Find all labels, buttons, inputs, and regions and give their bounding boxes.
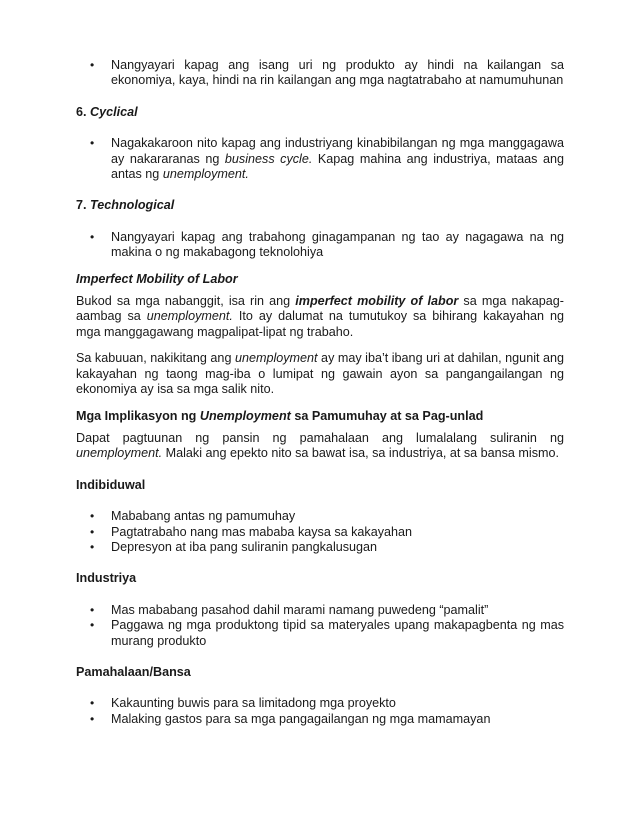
list-item: • Mas mababang pasahod dahil marami namang puwedeng “pamalit” (90, 602, 489, 617)
section-heading-technological: 7. Technological (76, 198, 175, 213)
list-item (76, 58, 564, 89)
bullet-icon: • (90, 136, 95, 151)
bullet-icon: • (90, 711, 95, 726)
list-item: • Pagtatrabaho nang mas mababa kaysa sa kakayahan (90, 524, 413, 539)
imperfect-paragraph-1: Bukod sa mga nabanggit, isa rin ang imperfect mobility of labor sa mga nakapag-aambag sa unemployment. Ito ay dalumat na tumutukoy sa bihirang kakayahan ng mga manggagawang magpalipat-lipat ng trabaho. (76, 294, 564, 339)
section-heading-implikasyon: Mga Implikasyon ng Unemployment sa Pamumuhay at sa Pag-unlad (76, 408, 484, 423)
list-item: • Nagakakaroon nito kapag ang industriyang kinabibilangan ng mga manggagawa ay nakararanas ng business cycle. Kapag mahina ang industriya, mataas ang antas ng unemployment. (90, 136, 564, 182)
list-item: • Malaking gastos para sa mga pangagailangan ng mga mamamayan (90, 711, 491, 726)
imperfect-paragraph-2: Sa kabuuan, nakikitang ang unemployment ay may iba’t ibang uri at dahilan, ngunit ang kakayahan ng taong mag-iba o lumipat ng gawain ayon sa pangangailangan ng ekonomiya ay isa sa mga salik nito. (76, 351, 565, 397)
bullet-icon: • (90, 539, 95, 554)
section-heading-pamahalaan: Pamahalaan/Bansa (76, 664, 191, 679)
list-item: • Depresyon at iba pang suliranin pangkalusugan (90, 539, 378, 554)
bullet-icon: • (90, 509, 95, 524)
list-item: • Kakaunting buwis para sa limitadong mga proyekto (90, 696, 396, 711)
implikasyon-paragraph: Dapat pagtuunan ng pansin ng pamahalaan ang lumalalang suliranin ng unemployment. Malaki ang epekto nito sa bawat isa, sa industriya, at sa bansa mismo. (76, 430, 564, 461)
list-item: • Nangyayari kapag ang trabahong ginagampanan ng tao ay nagagawa na ng makina o ng makabagong teknolohiya (90, 229, 564, 260)
list-item: • Paggawa ng mga produktong tipid sa materyales upang makapagbenta ng mas murang produkto (90, 618, 564, 648)
bullet-icon: • (90, 58, 95, 72)
cyclical-bullet-list (76, 136, 564, 182)
section-heading-industriya: Industriya (76, 571, 137, 586)
bullet-icon: • (90, 524, 95, 539)
intro-bullet-list (76, 58, 564, 89)
list-item: • Mababang antas ng pamumuhay (90, 509, 296, 524)
bullet-icon: • (90, 618, 95, 633)
pamahalaan-bullet-list (76, 696, 564, 727)
list-item-text: Nangyayari kapag ang isang uri ng produkto ay hindi na kailangan sa ekonomiya, kaya, hindi na rin kailangan ang mga nagtatrabaho at namumuhunan (111, 58, 564, 88)
section-heading-cyclical: 6. Cyclical (76, 104, 138, 119)
bullet-icon: • (90, 696, 95, 711)
industriya-bullet-list (76, 603, 564, 649)
technological-bullet-list (76, 230, 564, 261)
bullet-icon: • (90, 602, 95, 617)
section-heading-imperfect-mobility: Imperfect Mobility of Labor (76, 271, 238, 286)
section-heading-indibiduwal: Indibiduwal (76, 477, 146, 492)
indibiduwal-bullet-list (76, 509, 564, 555)
bullet-icon: • (90, 229, 95, 244)
